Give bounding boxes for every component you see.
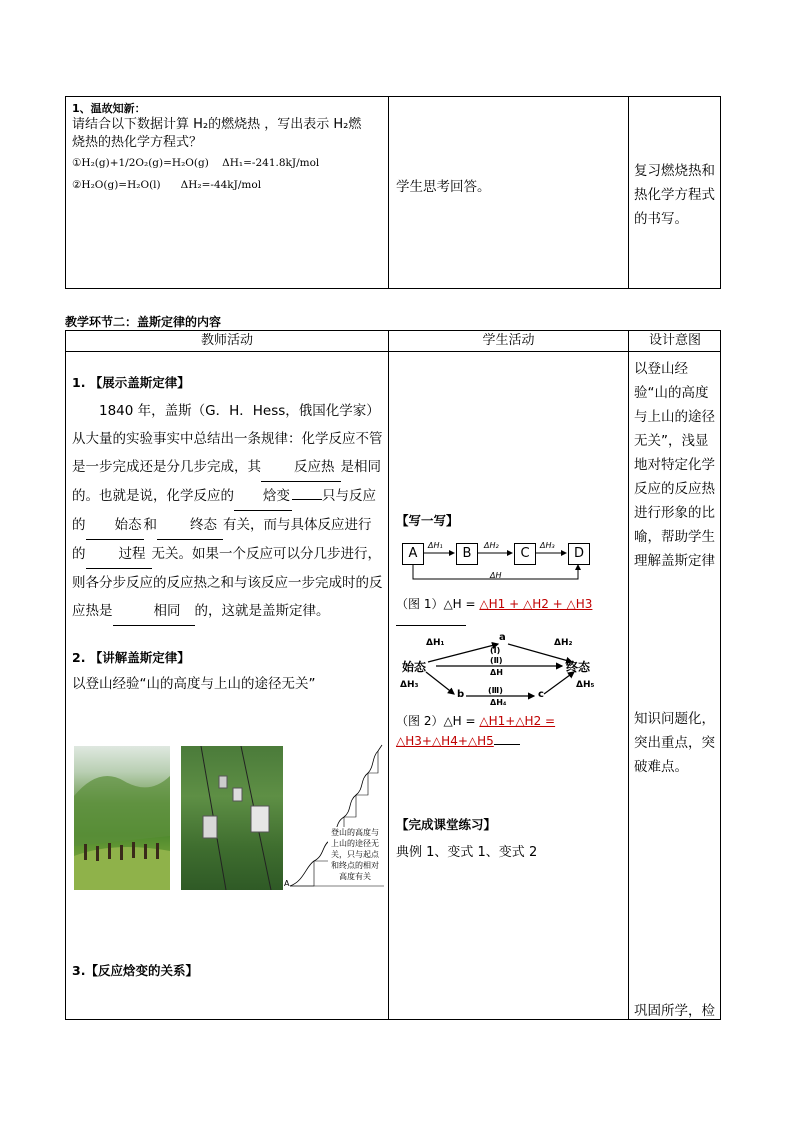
fig1-dh1: ΔH₁ <box>428 541 443 550</box>
fig2-c: c <box>538 689 544 700</box>
item2-text: 以登山经验“山的高度与上山的途径无关” <box>72 676 316 692</box>
practice-title: 【完成课堂练习】 <box>396 817 497 832</box>
blank-start: 始态 <box>86 511 144 540</box>
design-text-1: 以登山经验“山的高度与上山的途径无关”，浅显地对特定化学反应的反应热进行形象的比喻，帮助学生理解盖斯定律 <box>634 361 715 569</box>
fig1-box-b: B <box>456 543 478 565</box>
mountain-caption: 登山的高度与上山的途径无关，只与起点和终点的相对高度有关 <box>328 827 382 882</box>
item3-title: 3.【反应焓变的关系】 <box>72 963 198 978</box>
practice-text: 典例 1、变式 1、变式 2 <box>396 845 538 860</box>
section-title: 教学环节二：盖斯定律的内容 <box>65 315 222 329</box>
hess-law-table <box>65 330 721 1020</box>
figure2-diagram <box>396 632 621 707</box>
blank-reaction-heat: 反应热 <box>261 453 341 482</box>
mountain-path-diagram <box>284 741 388 891</box>
mountain-photo-cablecar <box>181 746 283 890</box>
review-student-cell: 学生思考回答。 <box>396 179 491 195</box>
blank-enthalpy: 焓变 <box>234 482 292 511</box>
fig2-h4: ΔH₄ <box>490 698 507 707</box>
fig1-box-d: D <box>568 543 590 565</box>
design-text-3: 巩固所学，检 <box>634 1003 715 1019</box>
review-heading: 1、温故知新： <box>72 102 146 115</box>
blank-same: 相同 <box>113 597 195 626</box>
review-table <box>65 96 721 289</box>
figure1-diagram <box>402 541 592 587</box>
fig1-dh2: ΔH₂ <box>484 541 499 550</box>
fig2-h1: ΔH₁ <box>426 638 445 648</box>
item1-title: 1. 【展示盖斯定律】 <box>72 375 190 390</box>
review-question-line1: 请结合以下数据计算 H₂的燃烧热 ，写出表示 H₂燃 <box>72 117 362 132</box>
fig2-i: (Ⅰ) <box>490 646 501 655</box>
design-text-2: 知识问题化，突出重点，突破难点。 <box>634 711 715 775</box>
write-title: 【写一写】 <box>396 513 459 528</box>
review-teacher-cell <box>72 101 384 196</box>
header-teacher: 教师活动 <box>200 333 253 348</box>
header-design: 设计意图 <box>648 333 701 348</box>
review-equation-2: ②H₂O(g)=H₂O(l) ΔH₂=-44kJ/mol <box>72 179 262 191</box>
item2-title: 2. 【讲解盖斯定律】 <box>72 650 190 665</box>
fig2-start: 始态 <box>402 660 427 674</box>
teacher-cell <box>72 371 384 696</box>
mountain-photo-hikers <box>74 746 170 890</box>
review-question-line2: 烧热的热化学方程式？ <box>72 135 203 150</box>
mountain-label-a: A <box>284 879 290 888</box>
fig1-equation: （图 1）△H = △H1 + △H2 + △H3 <box>396 595 622 631</box>
review-equation-1: ①H₂(g)+1/2O₂(g)=H₂O(g) ΔH₁=-241.8kJ/mol <box>72 157 320 169</box>
fig2-equation: （图 2）△H = △H1+△H2 = △H3+△H4+△H5 <box>396 714 556 748</box>
fig1-box-c: C <box>514 543 536 565</box>
fig2-a: a <box>499 632 506 643</box>
fig2-end: 终态 <box>566 660 591 674</box>
fig2-answer: △H1+△H2 = △H3+△H4+△H5 <box>396 714 556 748</box>
blank-process: 过程 <box>86 540 152 569</box>
blank-end: 终态 <box>157 511 223 540</box>
fig2-h5: ΔH₅ <box>576 680 595 690</box>
fig2-h3: ΔH₃ <box>400 680 419 690</box>
fig2-h2: ΔH₂ <box>554 638 573 648</box>
fig1-dh: ΔH <box>490 571 502 580</box>
fig2-b: b <box>457 689 465 700</box>
fig2-dh: ΔH <box>490 668 503 677</box>
fig2-ii: (Ⅱ) <box>490 656 503 665</box>
hess-law-paragraph: 1840 年，盖斯（G．H．Hess，俄国化学家）从大量的实验事实中总结出一条规律：化学反应不管是一步完成还是分几步完成，其 反应热 是相同的。也就是说，化学反应的 焓变 只与反应的 始态 和 终态 有关，而与具体反应进行的 过程 无关。如果一个反应可以分几步进行，则各分步反应的反应热之和与该反应一步完成时的反应热是 相同 的，这就是盖斯定律。 <box>72 397 384 626</box>
review-design-cell: 复习燃烧热和热化学方程式的书写。 <box>634 163 715 227</box>
fig2-iii: (Ⅲ) <box>488 686 503 695</box>
fig1-dh3: ΔH₃ <box>540 541 555 550</box>
blank-line <box>292 499 322 500</box>
header-student: 学生活动 <box>482 333 535 348</box>
fig1-box-a: A <box>402 543 424 565</box>
fig1-answer: △H1 + △H2 + △H3 <box>479 597 593 611</box>
